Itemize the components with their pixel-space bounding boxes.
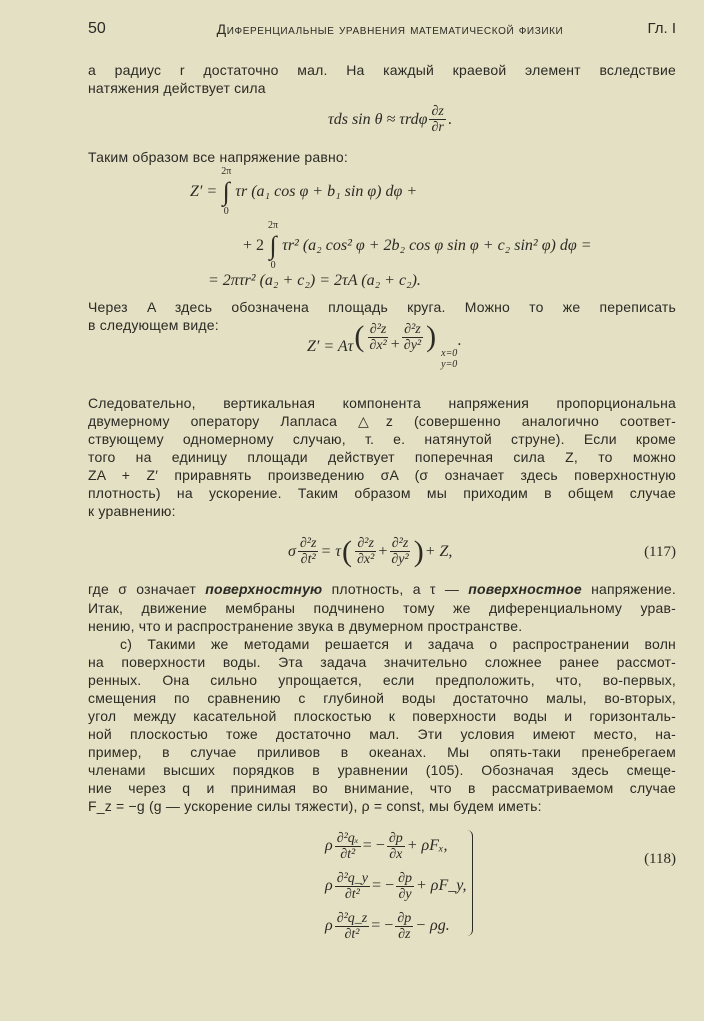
fraction xyxy=(367,322,388,353)
denominator: ∂x xyxy=(389,846,403,862)
text-line: натяжения действует сила xyxy=(88,80,266,96)
integral-lower: 0 xyxy=(270,260,276,271)
eq-end: − ρg. xyxy=(415,917,450,934)
paren-open: ( xyxy=(354,320,365,353)
equation-z-line-1 xyxy=(190,166,417,218)
text-line: ZA + Z′ приравнять произведению σA (σ означает здесь поверхностную xyxy=(88,467,676,483)
numerator: ∂²z xyxy=(357,536,374,551)
numerator: ∂²q_y xyxy=(336,870,369,886)
fraction xyxy=(335,871,370,902)
text-line: ной плоскостью тоже достаточно мал. Эти условия имеют место, на- xyxy=(88,726,676,742)
equation-number-118: (118) xyxy=(644,851,676,867)
denominator: ∂x² xyxy=(357,552,375,567)
plus: + xyxy=(378,542,388,560)
text-line: двумерному оператору Лапласа △z (совершенно аналогично соответ- xyxy=(88,413,676,429)
denominator: ∂y xyxy=(398,886,412,902)
eq-pre: + 2 xyxy=(243,237,265,254)
text: напряжение. xyxy=(581,581,676,597)
running-title: Диференциальные уравнения математической физики xyxy=(216,21,564,37)
text-line: ние через q и принимая во внимание, что в рассматриваемом случае xyxy=(88,780,676,796)
denominator: ∂x² xyxy=(369,338,387,353)
coef: ρ xyxy=(325,877,333,894)
paren-open: ( xyxy=(342,534,352,568)
eq-lhs: Z′ = Aτ xyxy=(307,338,354,355)
integral-upper: 2π xyxy=(268,220,279,231)
text-line: c) Такими же методами решается и задача о распространении волн xyxy=(120,636,676,652)
eq-lhs: τds sin θ ≈ τrdφ xyxy=(328,110,428,128)
eq-body: τr² (a₂ cos² φ + 2b₂ cos φ sin φ + c₂ sin² φ) dφ = xyxy=(282,237,592,254)
eq-end: . xyxy=(447,110,452,128)
integral-lower: 0 xyxy=(223,206,229,217)
fraction xyxy=(355,536,376,567)
denominator: ∂t² xyxy=(344,926,360,942)
fraction xyxy=(335,911,370,942)
fraction xyxy=(387,831,405,862)
coef: ρ xyxy=(325,837,333,854)
paren-close: ) xyxy=(426,320,437,353)
emphasis: поверхностную xyxy=(205,581,323,597)
text-line: к уравнению: xyxy=(88,503,176,519)
text-line: угол между касательной плоскостью к поверхности воды и горизонталь- xyxy=(88,708,676,724)
numerator: ∂²z xyxy=(404,322,421,337)
text-line: Через A здесь обозначена площадь круга. Можно то же переписать xyxy=(88,299,676,315)
mid: = τ xyxy=(320,542,341,560)
text: где σ означает xyxy=(88,581,206,597)
integral xyxy=(268,220,278,272)
text-line: нению, что и распространение звука в двумерном пространстве. xyxy=(88,618,523,634)
eq-body: τr (a₁ cos φ + b₁ sin φ) dφ + xyxy=(235,183,418,200)
equation-force xyxy=(328,104,452,135)
equation-z-line-3 xyxy=(208,272,421,290)
denominator: ∂t² xyxy=(340,846,356,862)
sub-x: x=0 xyxy=(441,348,458,359)
sub-y: y=0 xyxy=(441,359,458,370)
denominator: ∂r xyxy=(431,120,444,135)
numerator: ∂²z xyxy=(369,322,387,337)
evaluation-subscript xyxy=(441,348,457,370)
fraction xyxy=(335,831,361,862)
fraction xyxy=(298,536,319,567)
equation-z-line-2 xyxy=(243,220,592,272)
integral xyxy=(221,166,231,218)
eq-end: + ρFₓ, xyxy=(406,837,448,854)
mid: = − xyxy=(371,917,394,934)
text-line: ствующему одномерному случаю, т. е. натянутой струне). Если кроме xyxy=(88,431,676,447)
chapter-label: Гл. I xyxy=(647,20,676,37)
coef: ρ xyxy=(325,917,333,934)
text-line: членами высших порядков в уравнении (105). Обозначая здесь смеще- xyxy=(88,762,676,778)
emphasis: поверхностное xyxy=(468,581,582,597)
text-line: плотность) на ускорение. Таким образом мы приходим в общем случае xyxy=(88,485,676,501)
equation-number-117: (117) xyxy=(644,544,676,560)
text-line: в следующем виде: xyxy=(88,317,219,333)
equation-row xyxy=(325,906,466,946)
fraction xyxy=(395,911,413,942)
eq-end: + ρF_y, xyxy=(416,877,467,894)
denominator: ∂y² xyxy=(403,338,422,353)
text-line: того на единицу площади действует поперечная сила Z, то можно xyxy=(88,449,676,465)
numerator: ∂p xyxy=(397,910,412,926)
numerator: ∂²z xyxy=(391,536,409,551)
page-number: 50 xyxy=(88,20,106,37)
equation-row xyxy=(325,826,466,866)
integral-upper: 2π xyxy=(221,166,232,177)
text-line: пример, в случае приливов в океанах. Мы опять-таки пренебрегаем xyxy=(88,744,676,760)
text-line: Следовательно, вертикальная компонента напряжения пропорциональна xyxy=(88,395,676,411)
integral-sign-icon: ∫ xyxy=(269,231,277,260)
text-line: а радиус r достаточно мал. На каждый краевой элемент вследствие xyxy=(88,62,676,78)
numerator: ∂p xyxy=(388,830,403,846)
paren-close: ) xyxy=(413,534,424,568)
text-line: на поверхности воды. Эта задача значительно сложнее ранее рассмот- xyxy=(88,654,676,670)
text: плотность, а τ — xyxy=(322,581,469,597)
text-line: смещения по сравнению с глубиной воды достаточно малы, во-вторых, xyxy=(88,690,676,706)
denominator: ∂z xyxy=(398,926,411,942)
eq-end: . xyxy=(457,332,462,349)
text-line: F_z = −g (g — ускорение силы тяжести), ρ = const, мы будем иметь: xyxy=(88,798,542,814)
numerator: ∂²qₓ xyxy=(336,830,359,846)
fraction xyxy=(389,536,410,567)
fraction xyxy=(402,322,423,353)
mid: = − xyxy=(372,877,395,894)
text-line: Таким образом все напряжение равно: xyxy=(88,149,349,165)
mid: = − xyxy=(362,837,385,854)
equation-row xyxy=(325,866,466,906)
eq-end: + Z, xyxy=(424,542,453,560)
numerator: ∂²q_z xyxy=(336,910,368,926)
numerator: ∂z xyxy=(431,104,444,119)
fraction xyxy=(396,871,414,902)
fraction xyxy=(429,104,445,135)
equation-117 xyxy=(288,536,452,567)
eq-lhs: Z′ = xyxy=(190,183,218,200)
plus: + xyxy=(390,336,400,353)
denominator: ∂t² xyxy=(300,552,316,567)
text-line: ренных. Она сильно упрощается, если предположить, что, во-первых, xyxy=(88,672,676,688)
equation-118-system xyxy=(325,826,466,946)
numerator: ∂p xyxy=(398,870,412,886)
integral-sign-icon: ∫ xyxy=(222,177,230,206)
paragraph-5-first-line xyxy=(88,580,676,598)
denominator: ∂t² xyxy=(344,886,360,902)
eq-body: = 2πτr² (a₂ + c₂) = 2τA (a₂ + c₂). xyxy=(208,272,421,289)
equation-laplace xyxy=(307,322,461,370)
text-line: Итак, движение мембраны подчинено тому же диференциальному урав- xyxy=(88,600,676,616)
numerator: ∂²z xyxy=(299,536,317,551)
brace-icon xyxy=(466,830,473,936)
denominator: ∂y² xyxy=(391,552,409,567)
coef: σ xyxy=(288,542,296,560)
